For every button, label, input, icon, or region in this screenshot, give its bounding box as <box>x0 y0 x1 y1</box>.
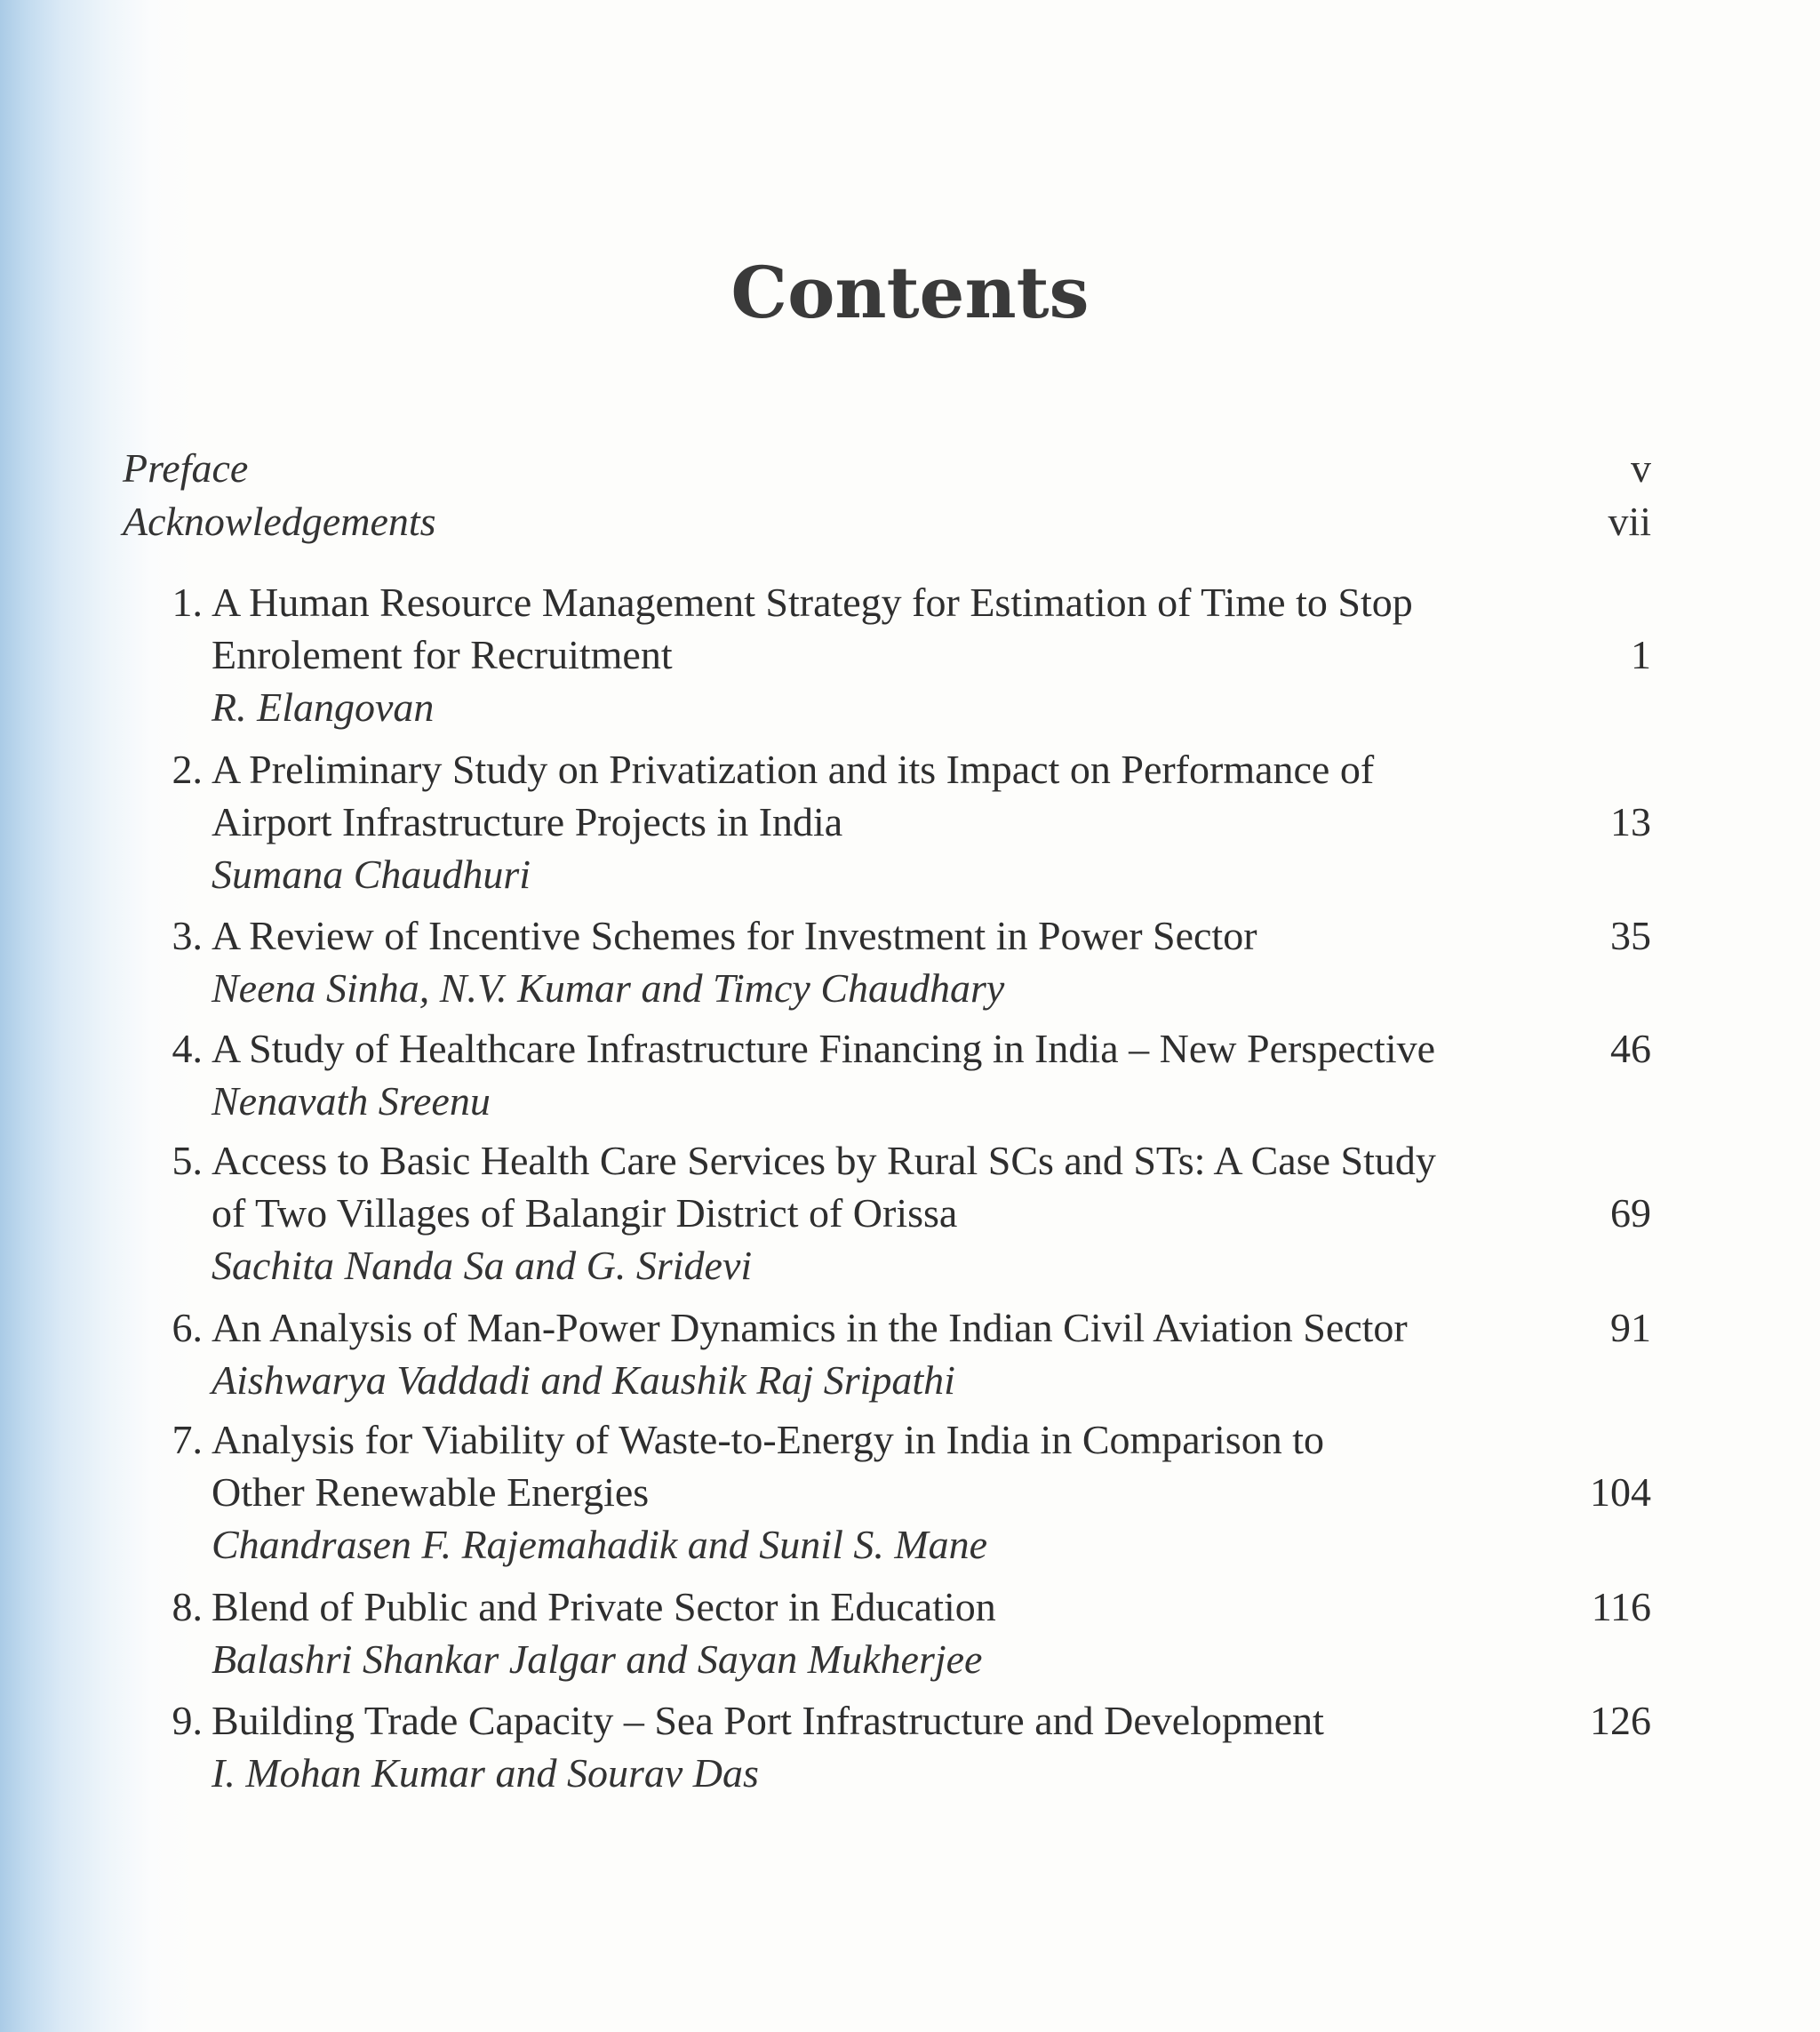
entry-title-line: A Preliminary Study on Privatization and its Impact on Performance of <box>212 747 1375 792</box>
page-number: 104 <box>1590 1469 1651 1515</box>
entry-title-line <box>212 796 1651 848</box>
entry-title-line: A Human Resource Management Strategy for Estimation of Time to Stop <box>212 580 1413 625</box>
front-matter-preface <box>123 444 1651 492</box>
entry-body <box>203 743 1651 900</box>
page-number: 116 <box>1591 1584 1651 1629</box>
page-number: 46 <box>1610 1026 1651 1071</box>
entry-number: 3. <box>172 913 203 958</box>
entry-body <box>203 1694 1651 1799</box>
entry-title-text: Building Trade Capacity – Sea Port Infrastructure and Development <box>212 1698 1324 1743</box>
entry-number: 6. <box>172 1305 203 1350</box>
entry-author: Sumana Chaudhuri <box>212 852 531 897</box>
entry-number: 9. <box>172 1698 203 1743</box>
entry-author: Nenavath Sreenu <box>212 1078 491 1124</box>
entry-number: 8. <box>172 1584 203 1629</box>
entry-title-line <box>212 1694 1651 1747</box>
front-matter-acknowledgements <box>123 498 1651 545</box>
page-number: 35 <box>1610 913 1651 958</box>
entry-title-text: Enrolement for Recruitment <box>212 632 673 677</box>
entry-author: Sachita Nanda Sa and G. Sridevi <box>212 1243 753 1288</box>
entry-number: 7. <box>172 1417 203 1462</box>
entry-title-line <box>212 1301 1651 1354</box>
entry-author: Neena Sinha, N.V. Kumar and Timcy Chaudhary <box>212 965 1005 1011</box>
entry-title-text: A Review of Incentive Schemes for Investment in Power Sector <box>212 913 1257 958</box>
entry-number: 1. <box>172 580 203 625</box>
entry-title-text: Other Renewable Energies <box>212 1469 650 1515</box>
entry-title-line <box>212 1580 1651 1633</box>
entry-number: 2. <box>172 747 203 792</box>
entry-title-line <box>212 628 1651 681</box>
entry-number: 5. <box>172 1138 203 1183</box>
entry-body <box>203 1022 1651 1127</box>
entry-title-text: A Study of Healthcare Infrastructure Financing in India – New Perspective <box>212 1026 1436 1071</box>
entry-body <box>203 1580 1651 1685</box>
entry-title-text: Airport Infrastructure Projects in India <box>212 799 843 844</box>
entry-body <box>203 1301 1651 1406</box>
entry-title-line: Access to Basic Health Care Services by Rural SCs and STs: A Case Study <box>212 1138 1436 1183</box>
entry-body <box>203 1134 1651 1292</box>
entry-title-text: of Two Villages of Balangir District of Orissa <box>212 1190 958 1236</box>
page-number: 13 <box>1610 799 1651 844</box>
entry-body <box>203 576 1651 733</box>
entry-title-line: Analysis for Viability of Waste-to-Energy in India in Comparison to <box>212 1417 1324 1462</box>
entry-author: R. Elangovan <box>212 684 435 730</box>
entry-title-text: An Analysis of Man-Power Dynamics in the Indian Civil Aviation Sector <box>212 1305 1408 1350</box>
page-number: 1 <box>1631 632 1651 677</box>
page-number: v <box>1631 445 1651 491</box>
entry-title-line <box>212 1466 1651 1518</box>
page-number: 69 <box>1610 1190 1651 1236</box>
entry-author: I. Mohan Kumar and Sourav Das <box>212 1750 759 1796</box>
page-number: vii <box>1608 499 1651 544</box>
entry-body <box>203 909 1651 1014</box>
entry-title-line <box>212 1187 1651 1239</box>
entry-number: 4. <box>172 1026 203 1071</box>
page-number: 126 <box>1590 1698 1651 1743</box>
front-matter-label: Acknowledgements <box>123 499 436 544</box>
entry-title-text: Blend of Public and Private Sector in Education <box>212 1584 996 1629</box>
entry-author: Chandrasen F. Rajemahadik and Sunil S. Mane <box>212 1522 988 1567</box>
front-matter-label: Preface <box>123 445 249 491</box>
entry-author: Balashri Shankar Jalgar and Sayan Mukherjee <box>212 1636 983 1682</box>
page-title: Contents <box>730 251 1090 334</box>
entry-author: Aishwarya Vaddadi and Kaushik Raj Sripathi <box>212 1357 955 1403</box>
entry-title-line <box>212 909 1651 962</box>
entry-body <box>203 1413 1651 1571</box>
entry-title-line <box>212 1022 1651 1075</box>
page-number: 91 <box>1610 1305 1651 1350</box>
